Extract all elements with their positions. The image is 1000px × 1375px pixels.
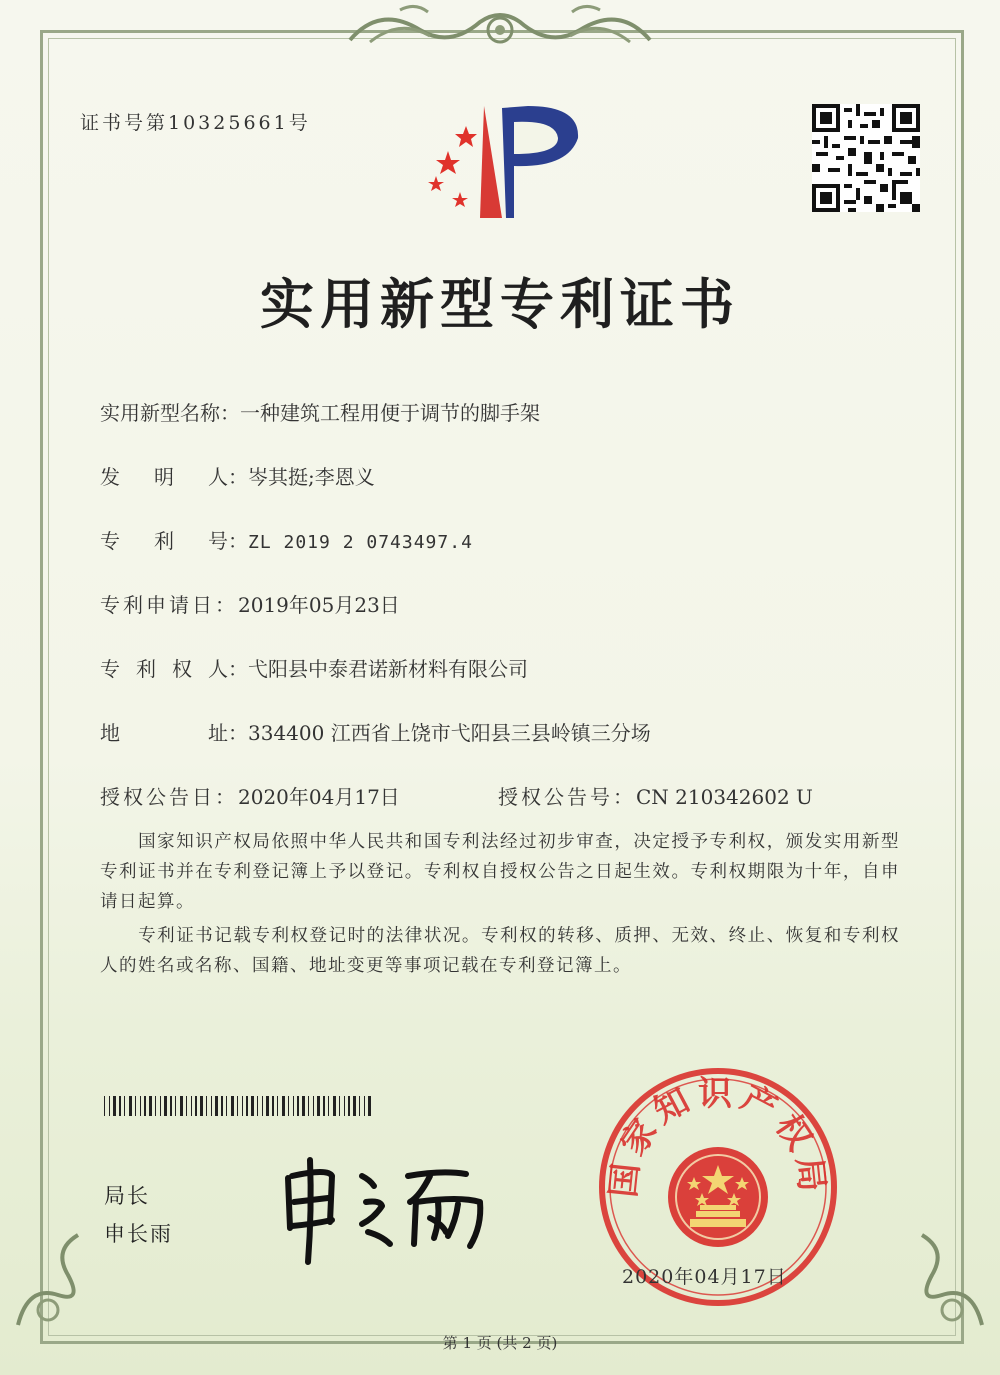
national-emblem-icon (668, 1147, 768, 1247)
qr-code-icon (812, 104, 920, 212)
legal-paragraph-2: 专利证书记载专利权登记时的法律状况。专利权的转移、质押、无效、终止、恢复和专利权人的姓名或名称、国籍、地址变更等事项记载在专利登记簿上。 (100, 926, 900, 976)
grant-date-label: 授权公告日： (100, 785, 238, 809)
corner-ornament-icon (8, 1225, 98, 1335)
legal-paragraph-1: 国家知识产权局依照中华人民共和国专利法经过初步审查，决定授予专利权，颁发实用新型专利证书并在专利登记簿上予以登记。专利权自授权公告之日起生效。专利权期限为十年，自申请日起算。 (100, 832, 900, 912)
inventor-value: 岑其挺;李恩义 (248, 465, 375, 489)
address-value: 334400 江西省上饶市弋阳县三县岭镇三分场 (248, 721, 651, 745)
top-ornament-icon (340, 0, 660, 52)
address-row: 地 址 ：334400 江西省上饶市弋阳县三县岭镇三分场 (100, 717, 651, 746)
name-value: 一种建筑工程用便于调节的脚手架 (240, 401, 540, 425)
filing-date-label: 专利申请日： (100, 593, 238, 617)
patent-number-row: 专 利 号 ：ZL 2019 2 0743497.4 (100, 525, 473, 554)
grant-date-value: 2020年04月17日 (238, 785, 400, 809)
director-name: 申长雨 (104, 1222, 173, 1246)
barcode-icon (104, 1096, 374, 1116)
inventor-row: 发 明 人 ：岑其挺;李恩义 (100, 461, 375, 490)
patent-number-value: ZL 2019 2 0743497.4 (248, 532, 473, 553)
certificate-title: 实用新型专利证书 (260, 272, 740, 336)
cnipa-logo-icon (418, 96, 588, 226)
address-label: 地 址 (100, 721, 228, 745)
grant-number-label: 授权公告号： (498, 785, 636, 809)
grant-date-row (100, 781, 400, 810)
patentee-row: 专 利 权 人 ：弋阳县中泰君诺新材料有限公司 (100, 653, 528, 682)
patent-number-label: 专 利 号 (100, 529, 228, 553)
filing-date-row (100, 589, 400, 618)
grant-number-row (498, 781, 813, 810)
patentee-label: 专 利 权 人 (100, 657, 228, 681)
director-title: 局长 (104, 1184, 150, 1208)
inventor-label: 发 明 人 (100, 465, 228, 489)
filing-date-value: 2019年05月23日 (238, 593, 400, 617)
page-number: 第 1 页 (共 2 页) (442, 1334, 558, 1352)
certificate-number: 证书号第10325661号 (80, 112, 311, 134)
svg-text:国家知识产权局: 国家知识产权局 (603, 1074, 833, 1200)
grant-number-value: CN 210342602 U (636, 785, 813, 809)
seal-date: 2020年04月17日 (622, 1266, 787, 1288)
utility-model-name-row (100, 397, 540, 426)
patentee-value: 弋阳县中泰君诺新材料有限公司 (248, 657, 528, 681)
handwritten-signature (270, 1140, 510, 1270)
name-label: 实用新型名称： (100, 401, 240, 425)
corner-ornament-icon (902, 1225, 992, 1335)
